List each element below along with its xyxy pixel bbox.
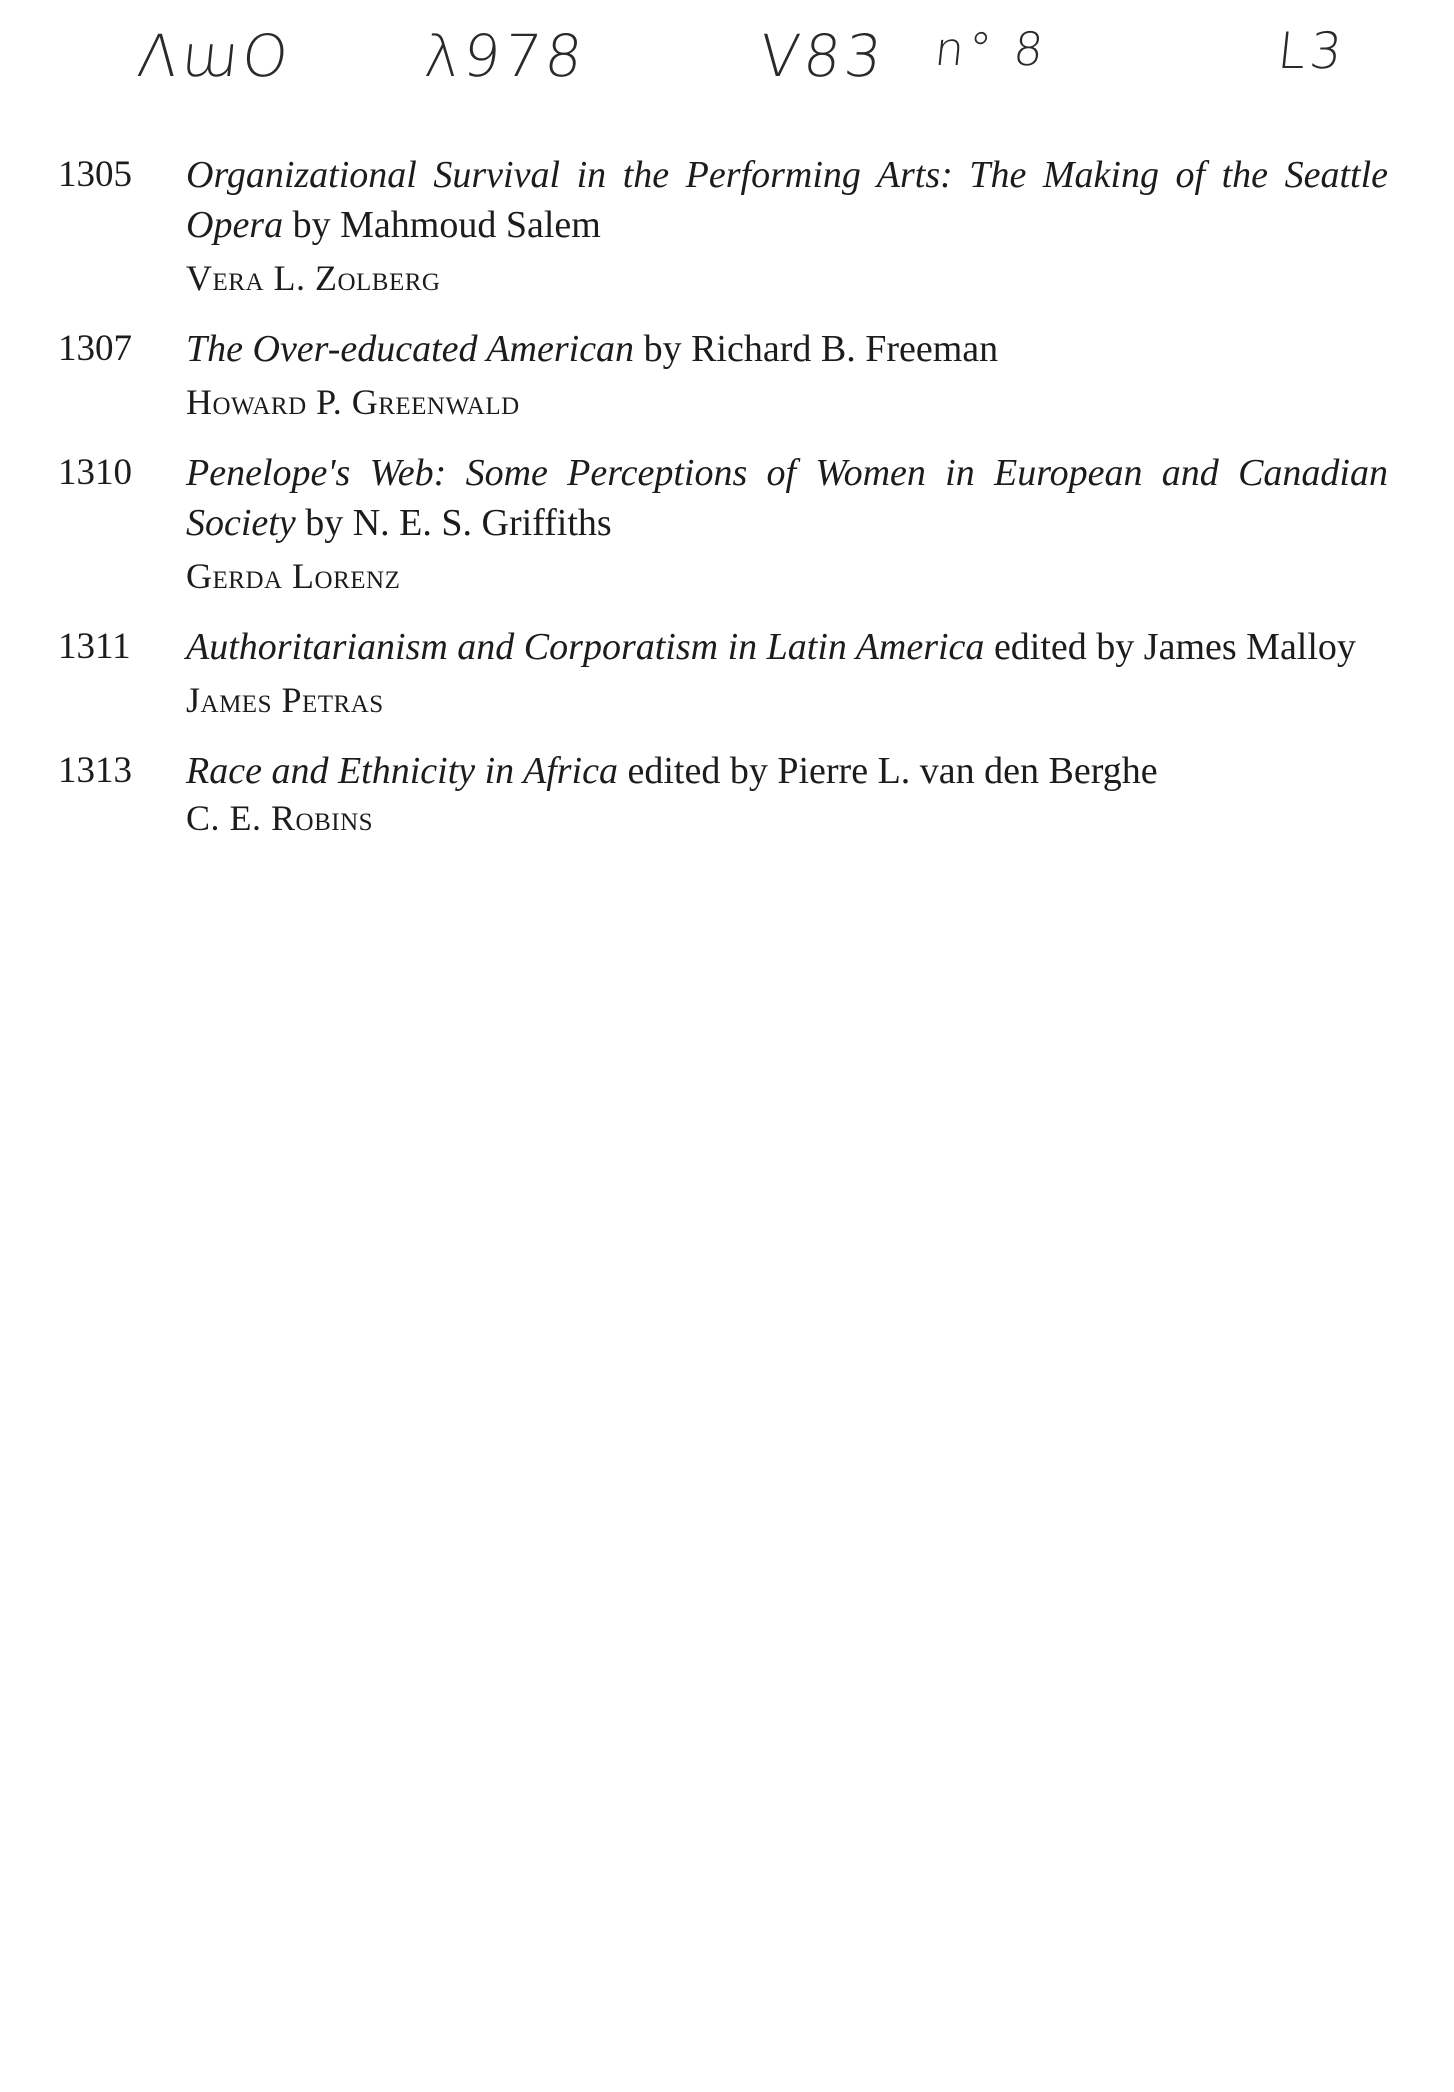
book-byline: edited by James Malloy: [984, 626, 1356, 668]
entry-body: [186, 150, 1388, 300]
handwritten-note: n° 8: [932, 22, 1050, 76]
book-citation: [186, 746, 1388, 796]
book-byline: by N. E. S. Griffiths: [295, 502, 612, 544]
book-byline: by Mahmoud Salem: [283, 204, 601, 246]
review-entry: [58, 622, 1388, 722]
reviewer-name: Vera L. Zolberg: [186, 258, 441, 298]
book-title: Penelope's Web: Some Perceptions of Women in European and Canadian Society: [186, 452, 1388, 544]
review-entry: [58, 324, 1388, 424]
entry-body: [186, 746, 1388, 840]
book-title: The Over-educated American: [186, 328, 635, 370]
book-title: Organizational Survival in the Performing Arts: The Making of the Seattle Opera: [186, 154, 1388, 246]
handwritten-note: L3: [1274, 22, 1349, 80]
book-citation: [186, 622, 1388, 672]
book-byline: edited by Pierre L. van den Berghe: [617, 750, 1158, 792]
page-number: 1313: [58, 750, 132, 791]
entry-body: [186, 324, 1388, 424]
review-entry: [58, 150, 1388, 300]
entry-body: [186, 622, 1388, 722]
review-entry: [58, 448, 1388, 598]
handwritten-note: V83: [756, 22, 890, 90]
book-title: Authoritarianism and Corporatism in Latin America: [186, 626, 985, 668]
page-number: 1311: [58, 626, 131, 667]
handwritten-note: ΛɯO: [134, 22, 296, 90]
book-byline: by Richard B. Freeman: [634, 328, 999, 370]
handwritten-annotations: [0, 0, 1454, 110]
book-citation: [186, 150, 1388, 250]
review-entry: [58, 746, 1388, 840]
book-title: Race and Ethnicity in Africa: [186, 750, 618, 792]
page-number: 1305: [58, 154, 132, 195]
page-number: 1310: [58, 452, 132, 493]
reviewer-name: C. E. Robins: [186, 798, 374, 838]
reviewer-name: Howard P. Greenwald: [186, 382, 520, 422]
reviewer-name: Gerda Lorenz: [186, 556, 401, 596]
review-list: [58, 150, 1388, 864]
book-citation: [186, 324, 1388, 374]
book-citation: [186, 448, 1388, 548]
reviewer-name: James Petras: [186, 680, 384, 720]
handwritten-note: λ978: [421, 22, 590, 90]
page-number: 1307: [58, 328, 132, 369]
entry-body: [186, 448, 1388, 598]
